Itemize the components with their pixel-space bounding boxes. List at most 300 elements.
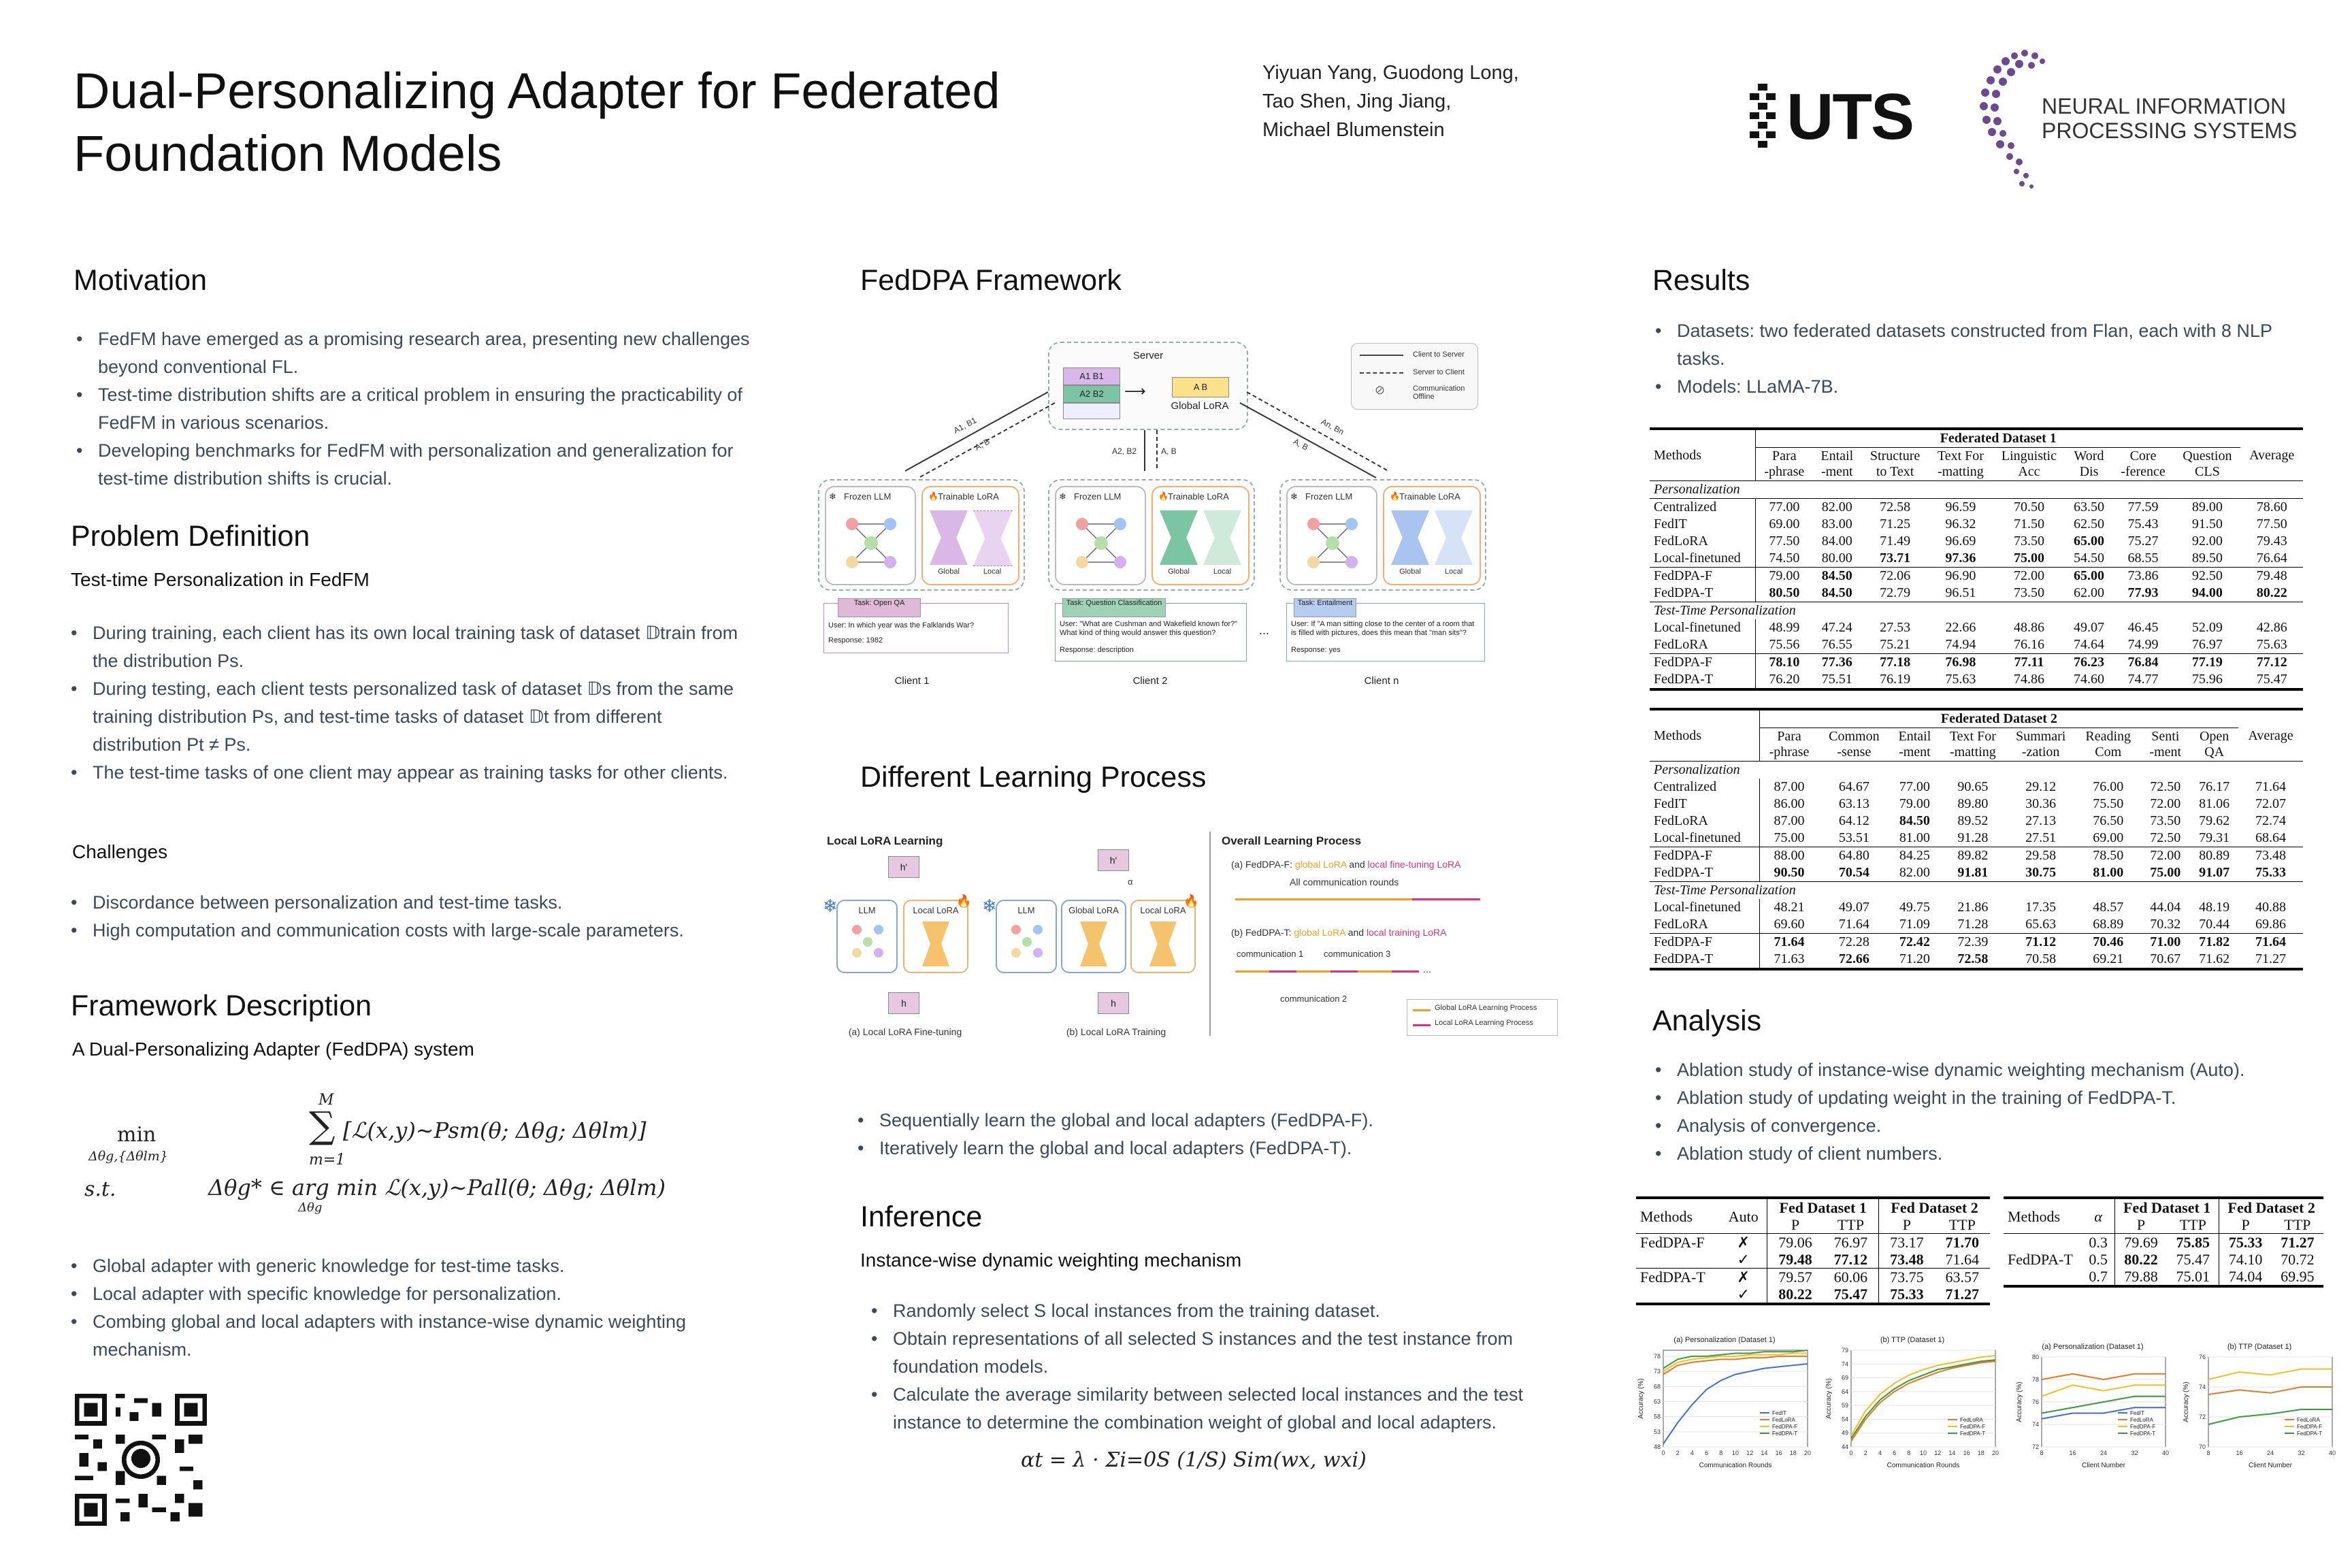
task-user: User: "What are Cushman and Wakefield known for?" What kind of thing would answer this question?: [1060, 620, 1238, 637]
legend-global-line: [1413, 1009, 1431, 1011]
value-cell: 78.50: [2076, 847, 2140, 865]
method-cell: FedIT: [1654, 517, 1687, 532]
method-cell: [2004, 1234, 2082, 1252]
qr-code[interactable]: [75, 1394, 207, 1526]
value-cell: 75.56: [1756, 636, 1813, 654]
value-cell: 68.55: [2127, 551, 2159, 566]
frozen-llm-label: Frozen LLM: [844, 491, 892, 502]
x-tick-label: 18: [1977, 1450, 1984, 1456]
list-item: • The test-time tasks of one client may appear as training tasks for other clients.: [93, 759, 746, 787]
table-row: [1650, 550, 2303, 568]
wifi-off-icon: ⊘: [1375, 383, 1386, 397]
value-cell: 71.70: [1935, 1234, 1990, 1252]
value-cell: 65.00: [2073, 534, 2104, 549]
eq-st: s.t.: [84, 1177, 116, 1201]
x-axis-label: Communication Rounds: [1886, 1462, 1960, 1469]
x-tick-label: 16: [1963, 1450, 1970, 1456]
value-cell: 71.09: [1899, 917, 1930, 932]
value-cell: 77.50: [2256, 517, 2287, 532]
x-tick-label: 4: [1690, 1450, 1694, 1456]
trainable-lora-panel: [1152, 486, 1250, 585]
value-cell: 72.00: [2140, 847, 2190, 865]
legend-client-to-server: Client to Server: [1413, 350, 1465, 359]
global-label: Global: [1168, 568, 1190, 576]
value-cell: 60.06: [1823, 1269, 1879, 1286]
caption-b: (b) Local LoRA Training: [1066, 1026, 1166, 1037]
method-cell: FedLoRA: [1654, 637, 1708, 652]
neurips-line-1: NEURAL INFORMATION: [2042, 94, 2287, 118]
table-caption: Federated Dataset 2: [1759, 709, 2238, 728]
weighting-equation: αt = λ · Σi=0S (1/S) Sim(wx, wxi): [1021, 1448, 1367, 1472]
x-tick-label: 40: [2161, 1450, 2170, 1456]
value-cell: 76.17: [2199, 779, 2230, 794]
x-tick-label: 40: [2328, 1450, 2336, 1456]
x-tick-label: 20: [1803, 1450, 1812, 1456]
line-prefix: (a) FedDPA-F:: [1231, 859, 1292, 870]
client-1-label: Client 1: [894, 675, 930, 687]
value-cell: 79.00: [1756, 568, 1813, 585]
value-cell: 84.50: [1813, 568, 1861, 585]
local-lora-label: Local LoRA: [1140, 905, 1186, 915]
legend-label: FedLoRA: [2297, 1417, 2320, 1423]
global-lora-label: Global LoRA: [1068, 905, 1119, 915]
table-row: [1636, 1286, 1990, 1304]
task-response: Response: description: [1060, 646, 1134, 654]
y-tick-label: 78: [1653, 1352, 1661, 1360]
x-tick-label: 18: [1789, 1450, 1797, 1456]
uts-wordmark: UTS: [1786, 80, 1913, 153]
value-cell: 77.00: [1756, 499, 1813, 517]
client-1-box: [818, 479, 1025, 591]
list-item: • Datasets: two federated datasets constructed from Flan, each with 8 NLP tasks.: [1677, 317, 2317, 373]
value-cell: 80.22: [2114, 1251, 2167, 1268]
value-cell: 71.27: [1945, 1286, 1980, 1303]
list-item: • During testing, each client tests personalized task of dataset 𝔻s from the same training distribution Ps, and test-time tasks of dataset 𝔻t from different distribution Pt ≠ Ps.: [93, 675, 746, 759]
table-row: [1650, 864, 2303, 882]
flame-icon: 🔥: [1158, 491, 1169, 501]
value-cell: 79.62: [2199, 813, 2230, 828]
value-cell: 96.59: [1945, 500, 1976, 514]
process-legend: [1407, 999, 1558, 1036]
comm-1-label: communication 1: [1237, 949, 1304, 959]
results-table-2: [1650, 708, 2303, 970]
list-item: • Test-time distribution shifts are a critical problem in ensuring the practicability of FedFM in various scenarios.: [98, 381, 758, 437]
feddpa-t-line: [1231, 927, 1447, 938]
adapter-shape: [1149, 921, 1177, 966]
x-axis-label: Communication Rounds: [1699, 1462, 1772, 1469]
value-cell: 76.97: [2191, 637, 2223, 652]
value-cell: 75.51: [1821, 672, 1852, 687]
value-cell: 75.33: [2255, 865, 2287, 880]
value-cell: 62.50: [2073, 517, 2104, 532]
value-cell: 75.33: [1879, 1286, 1935, 1304]
value-cell: 89.82: [1940, 847, 2006, 865]
trainable-lora-panel: [1383, 486, 1481, 585]
value-cell: 76.20: [1756, 671, 1813, 689]
flame-icon: 🔥: [928, 491, 938, 501]
value-cell: 68.89: [2093, 917, 2124, 932]
edge-label: A1, B1: [951, 415, 979, 436]
task-user: User: In which year was the Falklands War?: [828, 621, 975, 630]
value-cell: 75.50: [2093, 796, 2124, 811]
legend-label: FedDPA-F: [1960, 1424, 1986, 1430]
method-cell: FedDPA-F: [1650, 568, 1756, 585]
local-process-bar: [1269, 970, 1296, 973]
local-lora-label: Local LoRA: [913, 905, 959, 915]
value-cell: 75.47: [2176, 1251, 2210, 1268]
value-cell: 72.50: [2150, 830, 2181, 845]
legend-label: FedDPA-T: [1772, 1431, 1798, 1437]
value-cell: 69.95: [2281, 1268, 2315, 1285]
table-row: [1650, 619, 2303, 636]
table-row: [1650, 830, 2303, 847]
frozen-llm-panel: [825, 486, 916, 585]
col-header-average: Average: [2248, 728, 2293, 743]
col-header: Text For -matting: [1949, 729, 1996, 760]
edge-label: An, Bn: [1319, 416, 1346, 437]
col-header: Summari -zation: [2016, 729, 2066, 760]
value-cell: 79.43: [2256, 534, 2287, 549]
y-tick-label: 59: [1841, 1402, 1848, 1409]
table-row: [1650, 916, 2303, 934]
method-cell: FedDPA-T: [1654, 585, 1714, 600]
value-cell: 71.50: [2013, 517, 2044, 532]
value-cell: 70.50: [2013, 500, 2044, 514]
col-header-ttp: TTP: [2179, 1216, 2206, 1233]
x-tick-label: 2: [1863, 1450, 1867, 1456]
col-header: Text For -matting: [1937, 448, 1984, 479]
value-cell: 72.00: [1993, 568, 2066, 585]
comm-3-label: communication 3: [1324, 949, 1391, 959]
legend-label: FedDPA-T: [2297, 1431, 2323, 1437]
local-label: Local: [1213, 568, 1232, 576]
x-tick-label: 16: [2069, 1450, 2076, 1456]
y-axis-label: Accuracy (%): [1637, 1378, 1645, 1419]
title-line-1: Dual-Personalizing Adapter for Federated: [74, 63, 1000, 119]
list-item: • Ablation study of instance-wise dynamic weighting mechanism (Auto).: [1677, 1056, 2330, 1084]
table-row: [1650, 654, 2303, 672]
value-cell: 49.07: [1838, 900, 1869, 915]
value-cell: 87.00: [1759, 813, 1818, 830]
overall-title: Overall Learning Process: [1222, 834, 1362, 847]
adapter-shape: [1080, 921, 1107, 966]
table-row: [1650, 636, 2303, 654]
value-cell: 96.69: [1945, 534, 1976, 549]
value-cell: 71.62: [2199, 951, 2230, 966]
ellipsis: ...: [1423, 964, 1431, 975]
value-cell: 71.27: [2255, 951, 2287, 966]
col-header: Entail -ment: [1898, 729, 1931, 760]
llm-label: LLM: [858, 905, 876, 915]
value-cell: 91.81: [1957, 865, 1989, 880]
method-cell: [1636, 1251, 1720, 1269]
chart-title: (a) Personalization (Dataset 1): [2042, 1343, 2144, 1351]
table-row: [1650, 951, 2303, 969]
local-process-bar: [1392, 970, 1419, 973]
value-cell: 94.00: [2191, 585, 2223, 600]
method-cell: FedDPA-F: [1650, 654, 1756, 672]
and-term: and: [1349, 859, 1365, 870]
table-row: [1650, 499, 2303, 517]
x-tick-label: 16: [2236, 1450, 2243, 1456]
value-cell: 81.00: [2093, 865, 2124, 880]
global-lora-box: A B: [1172, 377, 1229, 397]
col-header-auto: Auto: [1728, 1207, 1759, 1225]
inference-list: [868, 1297, 1533, 1437]
client-2-task-card: [1055, 599, 1247, 662]
global-lora-label: Global LoRA: [1171, 400, 1229, 412]
global-lora-box: [1061, 900, 1126, 973]
list-item: • Obtain representations of all selected S instances and the test instance from foundation models.: [893, 1325, 1533, 1381]
x-tick-label: 2: [1676, 1450, 1680, 1456]
client-n-box: [1279, 479, 1486, 591]
col-header-ttp: TTP: [2284, 1216, 2311, 1233]
value-cell: 81.06: [2199, 796, 2230, 811]
value-cell: 27.13: [2025, 813, 2057, 828]
task-label: Task: Open QA: [838, 598, 921, 617]
value-cell: 75.00: [2013, 551, 2044, 566]
global-process-bar: [1358, 970, 1392, 973]
value-cell: 89.80: [1957, 796, 1989, 811]
method-cell: FedDPA-T: [2008, 1251, 2073, 1268]
title-line-2: Foundation Models: [74, 125, 502, 182]
value-cell: 80.22: [2256, 585, 2287, 600]
value-cell: 96.90: [1929, 568, 1992, 585]
table-1: [1650, 427, 2303, 691]
y-tick-label: 53: [1653, 1428, 1661, 1435]
value-cell: 69.86: [2255, 917, 2287, 932]
value-cell: 79.88: [2114, 1268, 2167, 1286]
value-cell: 48.21: [1759, 899, 1818, 916]
value-cell: 72.50: [2150, 779, 2181, 794]
server-lora-2: A2 B2: [1063, 385, 1120, 403]
value-cell: 71.00: [2140, 934, 2190, 951]
value-cell: 75.96: [2191, 672, 2223, 687]
global-process-bar: [1235, 898, 1412, 900]
value-cell: 70.54: [1838, 865, 1869, 880]
authors-line: Yiyuan Yang, Guodong Long,: [1262, 62, 1519, 84]
challenges-heading: Challenges: [72, 841, 168, 862]
value-cell: 47.24: [1821, 620, 1852, 635]
value-cell: 90.65: [1957, 779, 1989, 794]
y-tick-label: 76: [2198, 1354, 2206, 1360]
table-row: [1650, 796, 2303, 813]
x-tick-label: 0: [1849, 1450, 1853, 1456]
hprime-box: h': [1098, 849, 1129, 871]
value-cell: 71.64: [2238, 934, 2303, 951]
value-cell: 72.79: [1880, 585, 1911, 600]
y-axis-label: Accuracy (%): [2183, 1382, 2190, 1422]
legend-label: FedIT: [2130, 1410, 2144, 1416]
value-cell: 76.98: [1929, 654, 1992, 672]
legend-label: FedLoRA: [1960, 1417, 1983, 1423]
value-cell: 73.86: [2112, 568, 2174, 585]
value-cell: 72.42: [1889, 934, 1940, 951]
table-row: [1650, 813, 2303, 830]
legend-label: FedLoRA: [2130, 1417, 2153, 1423]
eq-argmin-sub: Δθg: [298, 1200, 323, 1215]
y-tick-label: 44: [1841, 1443, 1848, 1450]
local-process-bar: [1412, 898, 1480, 900]
legend-label: FedDPA-F: [2297, 1424, 2323, 1430]
value-cell: 76.55: [1821, 637, 1852, 652]
value-cell: 84.50: [1899, 813, 1930, 828]
network-icon: [1300, 510, 1365, 576]
value-cell: 77.11: [1993, 654, 2066, 672]
results-list: [1652, 317, 2317, 401]
col-header: Open QA: [2199, 729, 2230, 760]
value-cell: 86.00: [1759, 796, 1818, 813]
global-process-bar: [1235, 970, 1269, 973]
eq-min-sub: Δθg,{Δθlm}: [88, 1149, 168, 1164]
col-header-ttp: TTP: [1837, 1216, 1864, 1233]
value-cell: 75.00: [2150, 865, 2181, 880]
value-cell: 22.66: [1945, 620, 1976, 635]
value-cell: 74.64: [2073, 637, 2104, 652]
y-tick-label: 74: [2198, 1384, 2206, 1390]
chart-convergence-ttp: [1824, 1334, 2001, 1470]
all-rounds-label: All communication rounds: [1290, 877, 1399, 887]
method-cell: FedDPA-T: [1636, 1269, 1720, 1286]
value-cell: 71.64: [1945, 1251, 1980, 1268]
line-prefix: (b) FedDPA-T:: [1231, 927, 1292, 938]
snowflake-icon: ❄: [1290, 491, 1298, 502]
global-adapter-shape: [1391, 510, 1429, 565]
value-cell: 74.86: [2013, 672, 2044, 687]
comm-2-label: communication 2: [1280, 994, 1348, 1004]
method-cell: Local-finetuned: [1654, 620, 1741, 635]
group-label: Personalization: [1654, 762, 1740, 777]
list-item: • Ablation study of updating weight in the training of FedDPA-T.: [1677, 1084, 2330, 1112]
alpha-table: [2004, 1196, 2323, 1288]
value-cell: 30.75: [2025, 865, 2057, 880]
col-header-methods: Methods: [1640, 1207, 1693, 1225]
x-tick-label: 12: [1934, 1450, 1942, 1456]
method-cell: FedDPA-T: [1654, 672, 1714, 687]
server-lora-1: A1 B1: [1063, 368, 1120, 385]
value-cell: 48.86: [2013, 620, 2044, 635]
value-cell: 79.31: [2199, 830, 2230, 845]
task-user: User: If "A man sitting close to the center of a room that is filled with pictures, does this mean that "man sits"?: [1291, 620, 1475, 637]
edge-label: A, B: [1292, 436, 1310, 453]
legend-global-label: Global LoRA Learning Process: [1435, 1004, 1537, 1012]
col-header: Para -phrase: [1759, 728, 1818, 762]
local-lora-title: Local LoRA Learning: [827, 834, 943, 847]
y-tick-label: 79: [1841, 1347, 1848, 1354]
value-cell: 92.50: [2174, 568, 2240, 585]
chart-title: (b) TTP (Dataset 1): [1880, 1336, 1945, 1344]
col-header: Senti -ment: [2149, 729, 2182, 760]
client-n-task-card: [1286, 599, 1485, 662]
x-tick-label: 14: [1761, 1450, 1768, 1456]
frozen-llm-panel: [1286, 486, 1377, 585]
col-header-methods: Methods: [1654, 447, 1701, 463]
neurips-mark-icon: [1977, 46, 2052, 196]
y-tick-label: 73: [1653, 1368, 1661, 1375]
value-cell: ✓: [1737, 1251, 1750, 1268]
inference-subheading: Instance-wise dynamic weighting mechanism: [860, 1250, 1242, 1271]
value-cell: 71.20: [1899, 951, 1930, 966]
problem-heading: Problem Definition: [71, 520, 310, 553]
value-cell: 71.12: [2006, 934, 2076, 951]
chart-convergence-personalization: [1636, 1334, 1813, 1470]
x-tick-label: 14: [1948, 1450, 1956, 1456]
value-cell: 78.60: [2256, 500, 2287, 514]
value-cell: 63.13: [1838, 796, 1869, 811]
value-cell: 76.84: [2112, 654, 2174, 672]
value-cell: 77.18: [1861, 654, 1929, 672]
value-cell: 48.57: [2093, 900, 2124, 915]
method-cell: FedIT: [1654, 796, 1687, 811]
value-cell: 71.64: [1759, 934, 1818, 951]
value-cell: 74.99: [2127, 637, 2159, 652]
chart-title: (a) Personalization (Dataset 1): [1673, 1336, 1776, 1344]
value-cell: 76.64: [2256, 551, 2287, 566]
y-axis-label: Accuracy (%): [1825, 1378, 1833, 1419]
method-cell: Local-finetuned: [1654, 830, 1741, 845]
method-cell: FedLoRA: [1654, 813, 1708, 828]
value-cell: 76.97: [1823, 1234, 1879, 1252]
value-cell: 77.19: [2174, 654, 2240, 672]
value-cell: 79.00: [1899, 796, 1930, 811]
hprime-box: h': [888, 856, 919, 878]
value-cell: 49.07: [2073, 620, 2104, 635]
method-cell: [1636, 1286, 1720, 1304]
value-cell: 75.63: [1945, 672, 1976, 687]
value-cell: 29.12: [2025, 779, 2057, 794]
problem-subheading: Test-time Personalization in FedFM: [71, 569, 370, 590]
y-tick-label: 48: [1653, 1443, 1661, 1450]
value-cell: 30.36: [2025, 796, 2057, 811]
local-label: Local: [1444, 568, 1463, 576]
results-heading: Results: [1652, 264, 1750, 297]
value-cell: 72.66: [1838, 951, 1869, 966]
value-cell: 78.10: [1756, 654, 1813, 672]
value-cell: 73.17: [1879, 1234, 1935, 1252]
method-cell: Centralized: [1654, 779, 1717, 794]
value-cell: 71.27: [2272, 1234, 2323, 1252]
global-process-bar: [1296, 970, 1330, 973]
value-cell: 70.44: [2199, 917, 2230, 932]
col-header-alpha: α: [2094, 1207, 2102, 1225]
table-row: [1650, 934, 2303, 951]
value-cell: 82.00: [1899, 865, 1930, 880]
y-tick-label: 72: [2198, 1414, 2206, 1420]
list-item: • Local adapter with specific knowledge for personalization.: [93, 1280, 746, 1308]
table-caption: Federated Dataset 1: [1756, 429, 2241, 448]
value-cell: 77.59: [2127, 500, 2159, 514]
method-cell: FedDPA-F: [1636, 1234, 1720, 1252]
edge-label: A, B: [973, 436, 992, 453]
x-tick-label: 24: [2100, 1450, 2108, 1456]
auto-ablation-table: [1636, 1196, 1990, 1305]
list-item: • Sequentially learn the global and local adapters (FedDPA-F).: [879, 1107, 1560, 1134]
value-cell: 73.50: [2013, 534, 2044, 549]
value-cell: 89.52: [1957, 813, 1989, 828]
table-row: [1636, 1234, 1990, 1252]
local-adapter-shape: [1435, 510, 1473, 565]
table-row: [1636, 1269, 1990, 1286]
network-icon: [1008, 921, 1046, 960]
eq-sum-top: M: [318, 1092, 334, 1109]
group-label: Personalization: [1654, 482, 1740, 497]
local-lora-term: local fine-tuning LoRA: [1367, 859, 1461, 870]
feddpa-f-line: [1231, 859, 1461, 870]
col-header-fd2: Fed Dataset 2: [2219, 1198, 2323, 1216]
local-lora-term: local training LoRA: [1366, 927, 1447, 938]
y-tick-label: 72: [2031, 1443, 2039, 1450]
group-label: Test-Time Personalization: [1654, 603, 1796, 618]
